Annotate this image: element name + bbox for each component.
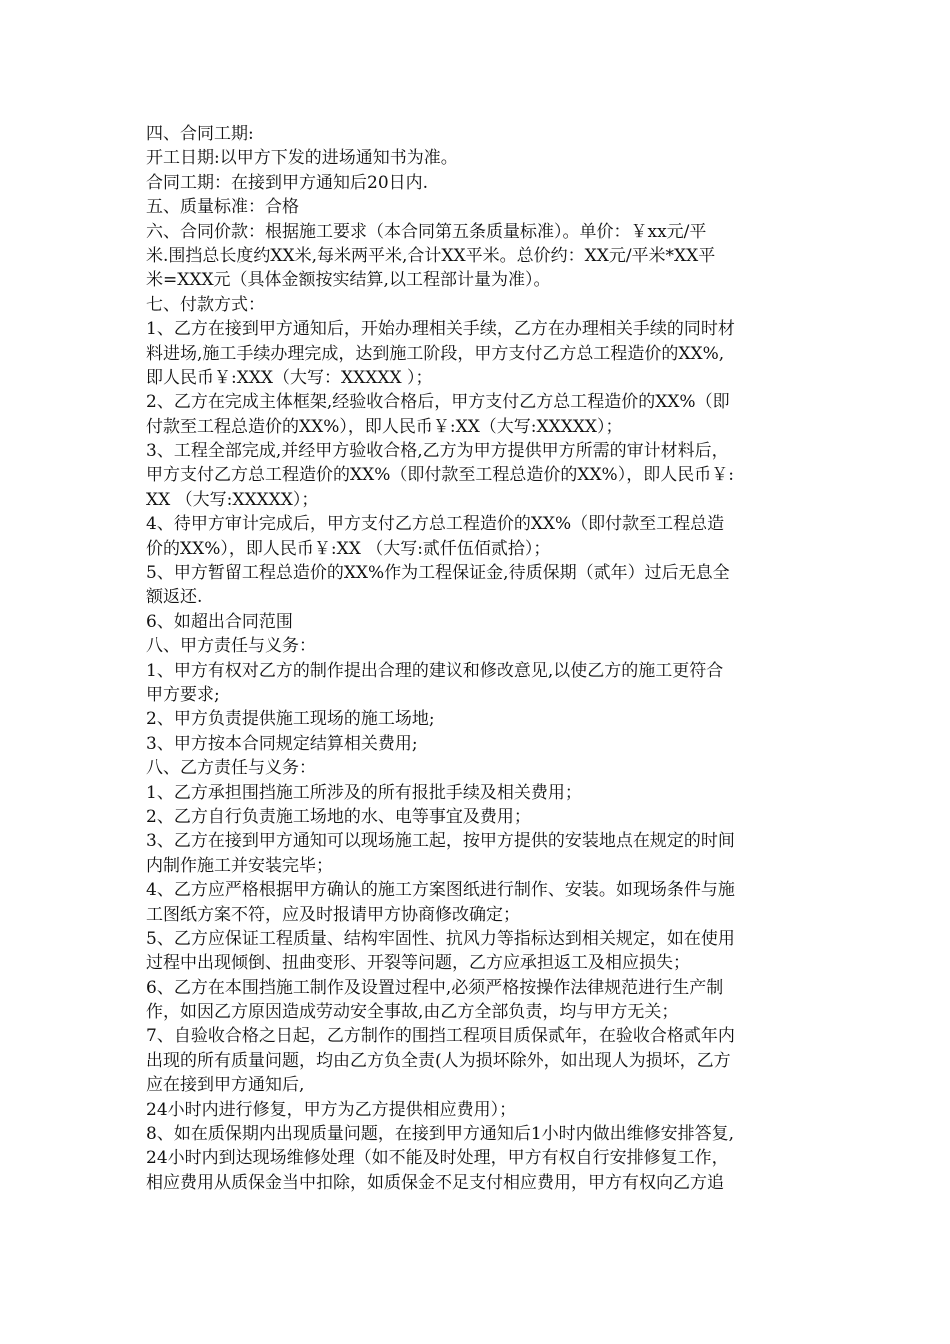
text-line: 2、乙方在完成主体框架,经验收合格后，甲方支付乙方总工程造价的XX%（即 (146, 392, 730, 413)
text-line: 8、如在质保期内出现质量问题，在接到甲方通知后1小时内做出维修安排答复, (146, 1124, 735, 1145)
text-line: 3、乙方在接到甲方通知可以现场施工起，按甲方提供的安装地点在规定的时间 (146, 831, 735, 852)
text-line: 相应费用从质保金当中扣除，如质保金不足支付相应费用，甲方有权向乙方追 (146, 1172, 724, 1193)
text-line: 合同工期：在接到甲方通知后20日内. (146, 172, 429, 193)
section-heading-party-a-duties: 八、甲方责任与义务： (146, 636, 316, 657)
text-line: 3、甲方按本合同规定结算相关费用; (146, 733, 418, 754)
text-line: 作，如因乙方原因造成劳动安全事故,由乙方全部负责，均与甲方无关； (146, 1002, 679, 1023)
text-line: 米=XXX元（具体金额按实结算,以工程部计量为准）。 (146, 270, 551, 291)
text-line: 5、乙方应保证工程质量、结构牢固性、抗风力等指标达到相关规定，如在使用 (146, 928, 735, 949)
text-line: 付款至工程总造价的XX%），即人民币￥:XX（大写:XXXXX）； (146, 416, 623, 437)
text-line: 4、待甲方审计完成后，甲方支付乙方总工程造价的XX%（即付款至工程总造 (146, 514, 725, 535)
text-line: 过程中出现倾倒、扭曲变形、开裂等问题，乙方应承担返工及相应损失； (146, 953, 690, 974)
text-line: 3、工程全部完成,并经甲方验收合格,乙方为甲方提供甲方所需的审计材料后， (146, 441, 729, 462)
text-line: 1、乙方在接到甲方通知后，开始办理相关手续，乙方在办理相关手续的同时材 (146, 319, 735, 340)
text-line: 6、如超出合同范围 (146, 611, 293, 632)
text-line: 24小时内到达现场维修处理（如不能及时处理，甲方有权自行安排修复工作， (146, 1148, 729, 1169)
text-line: 1、乙方承担围挡施工所涉及的所有报批手续及相关费用； (146, 782, 582, 803)
text-line: 6、乙方在本围挡施工制作及设置过程中,必须严格按操作法律规范进行生产制 (146, 977, 724, 998)
text-line: 1、甲方有权对乙方的制作提出合理的建议和修改意见,以使乙方的施工更符合 (146, 660, 724, 681)
section-heading-quality-standard: 五、质量标准：合格 (146, 197, 299, 218)
section-heading-contract-period: 四、合同工期: (146, 124, 254, 144)
section-heading-payment-method: 七、付款方式： (146, 294, 265, 315)
section-heading-contract-price: 六、合同价款：根据施工要求（本合同第五条质量标准）。单价：￥xx元/平 (146, 221, 707, 242)
text-line: 价的XX%），即人民币￥:XX （大写:贰仟伍佰贰拾）； (146, 538, 551, 559)
contract-document-body (146, 122, 810, 1195)
text-line: 5、甲方暂留工程总造价的XX%作为工程保证金,待质保期（贰年）过后无息全 (146, 563, 730, 584)
text-line: 甲方支付乙方总工程造价的XX%（即付款至工程总造价的XX%），即人民币￥: (146, 465, 734, 486)
text-line: XX （大写:XXXXX）； (146, 489, 319, 510)
text-line: 2、乙方自行负责施工场地的水、电等事宜及费用； (146, 806, 531, 827)
section-heading-party-b-duties: 八、乙方责任与义务： (146, 758, 316, 779)
text-line: 出现的所有质量问题，均由乙方负全责(人为损坏除外，如出现人为损坏，乙方 (146, 1050, 731, 1071)
text-line: 米.围挡总长度约XX米,每米两平米,合计XX平米。总价约：XX元/平米*XX平 (146, 245, 716, 266)
text-line: 内制作施工并安装完毕； (146, 855, 333, 876)
text-line: 工图纸方案不符，应及时报请甲方协商修改确定； (146, 904, 520, 925)
text-line: 即人民币￥:XXX（大写：XXXXX ）； (146, 367, 433, 388)
text-line: 额返还. (146, 587, 203, 608)
text-line: 7、自验收合格之日起，乙方制作的围挡工程项目质保贰年，在验收合格贰年内 (146, 1026, 735, 1047)
text-line: 4、乙方应严格根据甲方确认的施工方案图纸进行制作、安装。如现场条件与施 (146, 880, 735, 901)
text-line: 甲方要求; (146, 684, 220, 705)
text-line: 应在接到甲方通知后, (146, 1075, 305, 1096)
text-line: 料进场,施工手续办理完成，达到施工阶段，甲方支付乙方总工程造价的XX%, (146, 343, 725, 364)
text-line: 24小时内进行修复，甲方为乙方提供相应费用）； (146, 1099, 517, 1120)
text-line: 2、甲方负责提供施工现场的施工场地; (146, 709, 435, 730)
text-line: 开工日期:以甲方下发的进场通知书为准。 (146, 148, 458, 169)
